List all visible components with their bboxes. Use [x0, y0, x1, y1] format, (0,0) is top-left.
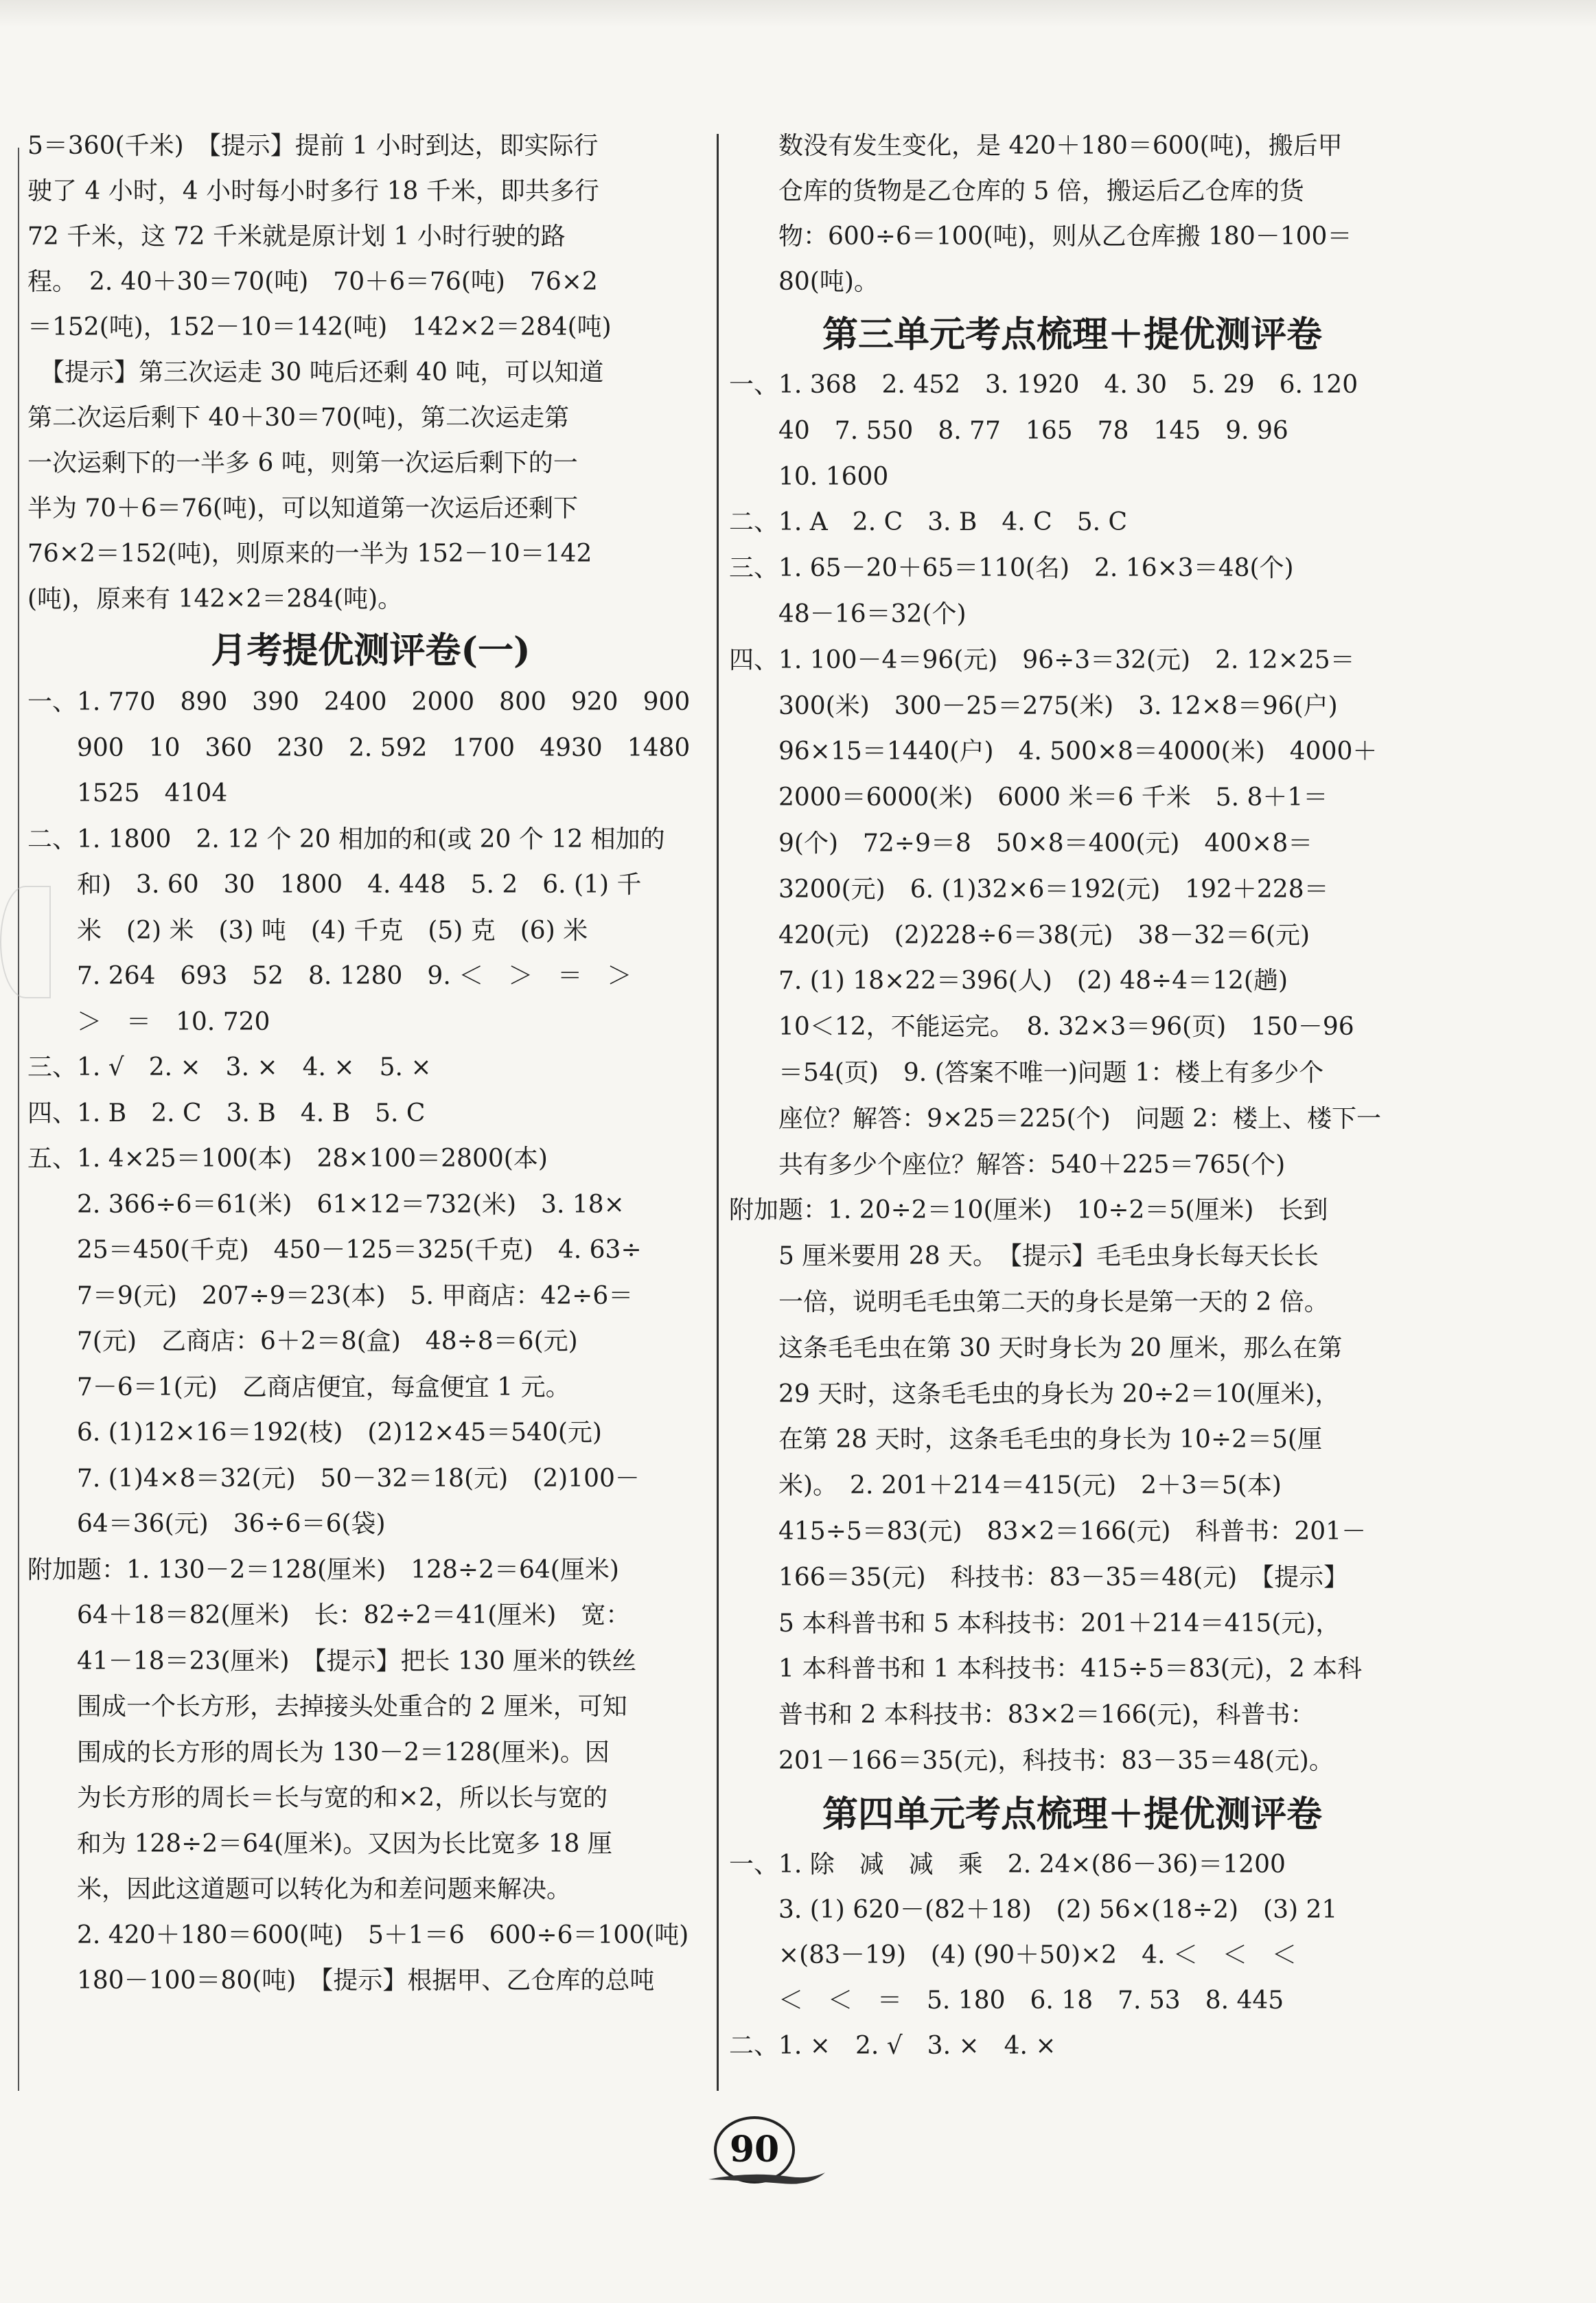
- text-line: 10. 1600: [729, 462, 889, 491]
- text-line: 五、1. 4×25＝100(本) 28×100＝2800(本): [27, 1145, 548, 1173]
- text-line: 180－100＝80(吨) 【提示】根据甲、乙仓库的总吨: [27, 1967, 655, 1995]
- text-line: 96×15＝1440(户) 4. 500×8＝4000(米) 4000＋: [729, 737, 1378, 766]
- text-line: 这条毛毛虫在第 30 天时身长为 20 厘米，那么在第: [729, 1333, 1343, 1362]
- page-number: 90: [714, 2116, 795, 2184]
- text-line: 1 本科普书和 1 本科技书：415÷5＝83(元)，2 本科: [729, 1655, 1363, 1684]
- text-line: 为长方形的周长＝长与宽的和×2，所以长与宽的: [27, 1784, 608, 1812]
- text-line: 二、1. 1800 2. 12 个 20 相加的和(或 20 个 12 相加的: [27, 825, 665, 853]
- text-line: 围成一个长方形，去掉接头处重合的 2 厘米，可知: [27, 1693, 627, 1721]
- text-line: ＝54(页) 9. (答案不唯一)问题 1：楼上有多少个: [729, 1059, 1324, 1087]
- text-line: 驶了 4 小时，4 小时每小时多行 18 千米，即共多行: [27, 177, 599, 205]
- text-line: 共有多少个座位？解答：540＋225＝765(个): [729, 1150, 1286, 1179]
- text-line: 2000＝6000(米) 6000 米＝6 千米 5. 8＋1＝: [729, 783, 1328, 812]
- text-line: 和为 128÷2＝64(厘米)。又因为长比宽多 18 厘: [27, 1829, 612, 1858]
- text-line: 附加题：1. 20÷2＝10(厘米) 10÷2＝5(厘米) 长到: [729, 1196, 1328, 1225]
- text-line: 25＝450(千克) 450－125＝325(千克) 4. 63÷: [27, 1236, 642, 1264]
- text-line: 166＝35(元) 科技书：83－35＝48(元) 【提示】: [729, 1563, 1349, 1592]
- text-line: 5 本科普书和 5 本科技书：201＋214＝415(元)，: [729, 1609, 1341, 1638]
- scan-edge-shadow: [0, 0, 1596, 27]
- text-line: 米)。 2. 201＋214＝415(元) 2＋3＝5(本): [729, 1471, 1282, 1500]
- text-line: ×(83－19) (4) (90＋50)×2 4. ＜ ＜ ＜: [729, 1940, 1297, 1969]
- text-line: 四、1. B 2. C 3. B 4. B 5. C: [27, 1099, 426, 1127]
- text-line: 米 (2) 米 (3) 吨 (4) 千克 (5) 克 (6) 米: [27, 916, 588, 945]
- text-line: 第二次运后剩下 40＋30＝70(吨)，第二次运走第: [27, 404, 569, 432]
- section-title-monthly-test: 月考提优测评卷(一): [211, 630, 531, 672]
- text-line: ＞ ＝ 10. 720: [27, 1007, 270, 1036]
- text-line: 415÷5＝83(元) 83×2＝166(元) 科普书：201－: [729, 1517, 1367, 1546]
- text-line: 围成的长方形的周长为 130－2＝128(厘米)。因: [27, 1738, 610, 1767]
- text-line: 三、1. 65－20＋65＝110(名) 2. 16×3＝48(个): [729, 554, 1294, 583]
- text-line: 7(元) 乙商店：6＋2＝8(盒) 48÷8＝6(元): [27, 1327, 578, 1355]
- swoosh-decoration-icon: [707, 2170, 827, 2188]
- text-line: 72 千米，这 72 千米就是原计划 1 小时行驶的路: [27, 222, 566, 251]
- text-line: 7. (1) 18×22＝396(人) (2) 48÷4＝12(趟): [729, 967, 1288, 996]
- text-line: 座位？解答：9×25＝225(个) 问题 2：楼上、楼下一: [729, 1104, 1382, 1133]
- text-line: 7. (1)4×8＝32(元) 50－32＝18(元) (2)100－: [27, 1464, 640, 1493]
- text-line: 1525 4104: [27, 779, 228, 807]
- text-line: (吨)，原来有 142×2＝284(吨)。: [27, 585, 403, 613]
- text-line: 420(元) (2)228÷6＝38(元) 38－32＝6(元): [729, 921, 1310, 950]
- text-line: 【提示】第三次运走 30 吨后还剩 40 吨，可以知道: [27, 358, 604, 387]
- text-line: 2. 420＋180＝600(吨) 5＋1＝6 600÷6＝100(吨): [27, 1921, 689, 1949]
- text-line: 7＝9(元) 207÷9＝23(本) 5. 甲商店：42÷6＝: [27, 1281, 634, 1310]
- text-line: 3. (1) 620－(82＋18) (2) 56×(18÷2) (3) 21: [729, 1895, 1338, 1924]
- text-line: 一、1. 770 890 390 2400 2000 800 920 900: [27, 688, 691, 716]
- text-line: 在第 28 天时，这条毛毛虫的身长为 10÷2＝5(厘: [729, 1425, 1322, 1454]
- text-line: ＜ ＜ ＝ 5. 180 6. 18 7. 53 8. 445: [729, 1986, 1284, 2015]
- text-line: 41－18＝23(厘米) 【提示】把长 130 厘米的铁丝: [27, 1647, 637, 1675]
- text-line: 二、1. × 2. √ 3. × 4. ×: [729, 2031, 1056, 2060]
- text-line: 2. 366÷6＝61(米) 61×12＝732(米) 3. 18×: [27, 1190, 625, 1219]
- text-line: 6. (1)12×16＝192(枝) (2)12×45＝540(元): [27, 1419, 602, 1447]
- text-line: 76×2＝152(吨)，则原来的一半为 152－10＝142: [27, 540, 592, 568]
- text-line: 附加题：1. 130－2＝128(厘米) 128÷2＝64(厘米): [27, 1555, 619, 1584]
- text-line: 半为 70＋6＝76(吨)，可以知道第一次运后还剩下: [27, 494, 579, 523]
- text-line: 一倍，说明毛毛虫第二天的身长是第一天的 2 倍。: [729, 1288, 1329, 1316]
- text-line: 3200(元) 6. (1)32×6＝192(元) 192＋228＝: [729, 875, 1329, 904]
- text-line: 四、1. 100－4＝96(元) 96÷3＝32(元) 2. 12×25＝: [729, 645, 1355, 674]
- text-line: 201－166＝35(元)，科技书：83－35＝48(元)。: [729, 1747, 1334, 1775]
- text-line: 数没有发生变化，是 420＋180＝600(吨)，搬后甲: [729, 132, 1343, 160]
- text-line: 300(米) 300－25＝275(米) 3. 12×8＝96(户): [729, 691, 1338, 720]
- text-line: 一、1. 368 2. 452 3. 1920 4. 30 5. 29 6. 120: [729, 371, 1358, 399]
- left-margin-rule: [18, 148, 19, 2091]
- text-line: 64＝36(元) 36÷6＝6(袋): [27, 1510, 386, 1538]
- text-line: 7－6＝1(元) 乙商店便宜，每盒便宜 1 元。: [27, 1373, 570, 1401]
- text-line: 三、1. √ 2. × 3. × 4. × 5. ×: [27, 1053, 432, 1081]
- text-line: 40 7. 550 8. 77 165 78 145 9. 96: [729, 416, 1288, 445]
- text-line: 仓库的货物是乙仓库的 5 倍，搬运后乙仓库的货: [729, 177, 1304, 205]
- text-line: 9(个) 72÷9＝8 50×8＝400(元) 400×8＝: [729, 829, 1313, 858]
- text-line: ＝152(吨)，152－10＝142(吨) 142×2＝284(吨): [27, 313, 612, 341]
- text-line: 5 厘米要用 28 天。 【提示】毛毛虫身长每天长长: [729, 1242, 1319, 1271]
- section-title-unit-4: 第四单元考点梳理＋提优测评卷: [822, 1793, 1322, 1835]
- column-divider: [717, 134, 719, 2091]
- text-line: 5＝360(千米) 【提示】提前 1 小时到达，即实际行: [27, 132, 599, 160]
- text-line: 一、1. 除 减 减 乘 2. 24×(86－36)＝1200: [729, 1850, 1286, 1879]
- text-line: 900 10 360 230 2. 592 1700 4930 1480: [27, 733, 691, 762]
- section-title-unit-3: 第三单元考点梳理＋提优测评卷: [822, 314, 1322, 356]
- text-line: 64＋18＝82(厘米) 长：82÷2＝41(厘米) 宽：: [27, 1601, 631, 1629]
- text-line: 普书和 2 本科技书：83×2＝166(元)，科普书：: [729, 1701, 1315, 1730]
- text-line: 一次运剩下的一半多 6 吨，则第一次运后剩下的一: [27, 449, 578, 477]
- text-line: 和) 3. 60 30 1800 4. 448 5. 2 6. (1) 千: [27, 871, 642, 899]
- text-line: 二、1. A 2. C 3. B 4. C 5. C: [729, 508, 1128, 537]
- text-line: 10＜12，不能运完。 8. 32×3＝96(页) 150－96: [729, 1013, 1354, 1042]
- text-line: 29 天时，这条毛毛虫的身长为 20÷2＝10(厘米)，: [729, 1379, 1340, 1408]
- text-line: 物：600÷6＝100(吨)，则从乙仓库搬 180－100＝: [729, 222, 1352, 251]
- page-number-badge: [707, 2116, 817, 2185]
- text-line: 48－16＝32(个): [729, 600, 967, 628]
- text-line: 程。 2. 40＋30＝70(吨) 70＋6＝76(吨) 76×2: [27, 268, 598, 296]
- text-line: 80(吨)。: [729, 268, 879, 296]
- text-line: 7. 264 693 52 8. 1280 9. ＜ ＞ ＝ ＞: [27, 962, 632, 990]
- text-line: 米，因此这道题可以转化为和差问题来解决。: [27, 1875, 572, 1903]
